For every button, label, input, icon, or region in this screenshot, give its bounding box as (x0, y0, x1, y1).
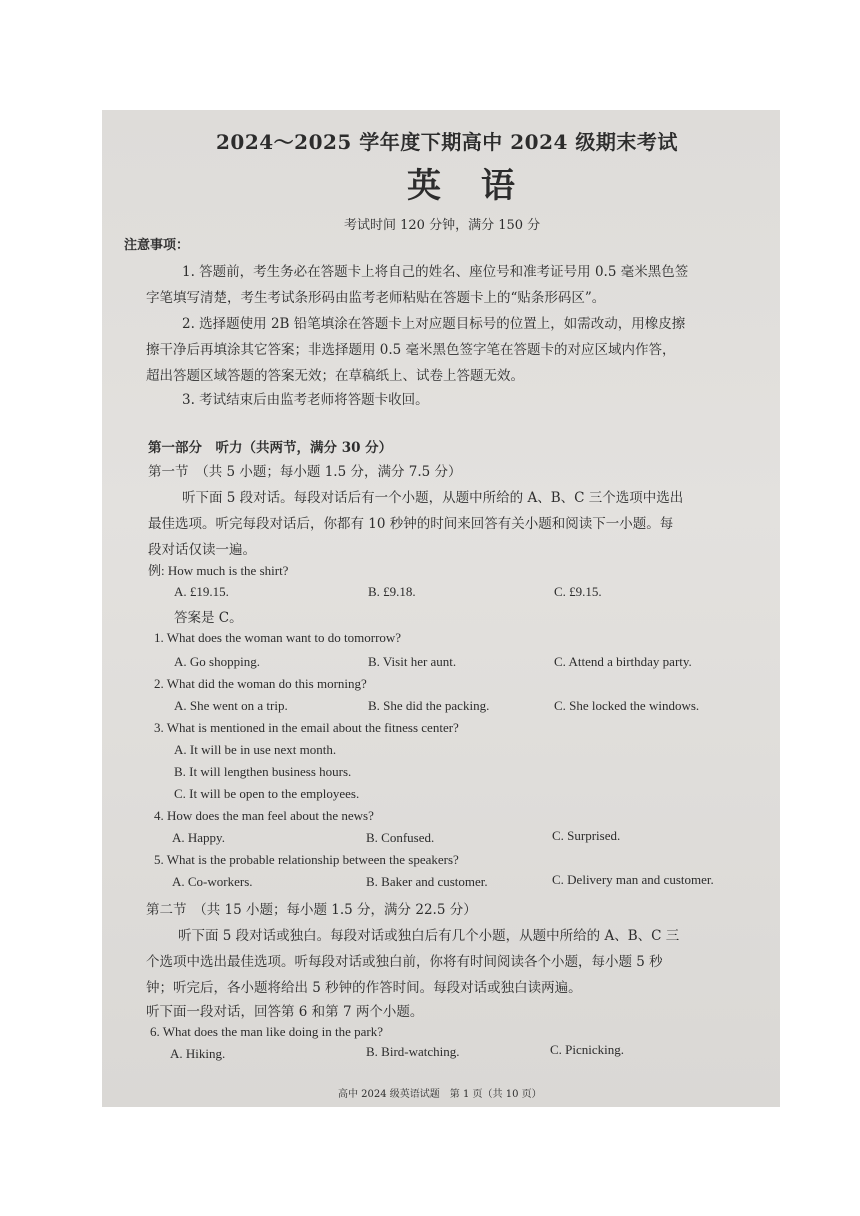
option: C. It will be open to the employees. (174, 786, 360, 801)
question-3: 3. What is mentioned in the email about the fitness center? (154, 720, 459, 735)
option: C. Picnicking. (550, 1042, 625, 1057)
section2-sub-instruction: 听下面一段对话，回答第 6 和第 7 两个小题。 (146, 1004, 424, 1020)
page-footer: 高中 2024 级英语试题 第 1 页（共 10 页） (338, 1089, 542, 1100)
question-1: 1. What does the woman want to do tomorrow? (154, 630, 402, 645)
section1-instruction: 听下面 5 段对话。每段对话后有一个小题，从题中所给的 A、B、C 三个选项中选出 (182, 490, 684, 506)
section2-heading: 第二节 （共 15 小题；每小题 1.5 分，满分 22.5 分） (146, 902, 477, 918)
option: B. Visit her aunt. (368, 654, 457, 669)
exam-title: 2024～2025 学年度下期高中 2024 级期末考试 (216, 130, 678, 154)
option: C. Delivery man and customer. (552, 872, 714, 887)
notice-line: 超出答题区域答题的答案无效；在草稿纸上、试卷上答题无效。 (146, 368, 524, 384)
question-5: 5. What is the probable relationship between the speakers? (154, 852, 459, 867)
question-6: 6. What does the man like doing in the park? (150, 1024, 383, 1039)
section2-instruction: 个选项中选出最佳选项。听每段对话或独白前，你将有时间阅读各个小题，每小题 5 秒 (146, 954, 663, 970)
option: A. Co-workers. (172, 874, 253, 889)
notice-line: 字笔填写清楚，考生考试条形码由监考老师粘贴在答题卡上的“贴条形码区”。 (146, 290, 606, 306)
option: A. Happy. (172, 830, 225, 845)
exam-info: 考试时间 120 分钟，满分 150 分 (344, 218, 541, 233)
section1-instruction: 段对话仅读一遍。 (148, 542, 256, 558)
option: A. Go shopping. (174, 654, 260, 669)
option: B. Bird-watching. (366, 1044, 460, 1059)
option: A. It will be in use next month. (174, 742, 337, 757)
section1-instruction: 最佳选项。听完每段对话后，你都有 10 秒钟的时间来回答有关小题和阅读下一小题。每 (148, 516, 674, 532)
example-option: A. £19.15. (174, 584, 229, 599)
question-4: 4. How does the man feel about the news? (154, 808, 374, 823)
option: A. She went on a trip. (174, 698, 288, 713)
notice-line: 擦干净后再填涂其它答案；非选择题用 0.5 毫米黑色签字笔在答题卡的对应区域内作答， (146, 342, 676, 358)
option: C. Attend a birthday party. (554, 654, 692, 669)
section2-instruction: 听下面 5 段对话或独白。每段对话或独白后有几个小题，从题中所给的 A、B、C 三 (178, 928, 680, 944)
section1-heading: 第一节 （共 5 小题；每小题 1.5 分，满分 7.5 分） (148, 464, 462, 480)
notice-heading: 注意事项： (124, 238, 190, 253)
example-option: C. £9.15. (554, 584, 602, 599)
question-2: 2. What did the woman do this morning? (154, 676, 367, 691)
subject-title: 英 语 (407, 166, 529, 206)
option: A. Hiking. (170, 1046, 226, 1061)
example-option: B. £9.18. (368, 584, 416, 599)
option: B. Baker and customer. (366, 874, 488, 889)
part1-heading: 第一部分 听力（共两节，满分 30 分） (148, 440, 393, 456)
example-question: 例: How much is the shirt? (148, 563, 289, 578)
notice-line: 3. 考试结束后由监考老师将答题卡收回。 (182, 392, 429, 408)
section2-instruction: 钟；听完后，各小题将给出 5 秒钟的作答时间。每段对话或独白读两遍。 (146, 980, 582, 996)
notice-line: 2. 选择题使用 2B 铅笔填涂在答题卡上对应题目标号的位置上，如需改动，用橡皮擦 (182, 316, 686, 332)
option: C. Surprised. (552, 828, 621, 843)
option: B. It will lengthen business hours. (174, 764, 352, 779)
example-answer: 答案是 C。 (174, 610, 243, 626)
exam-page (102, 110, 780, 1107)
option: B. She did the packing. (368, 698, 490, 713)
option: C. She locked the windows. (554, 698, 700, 713)
option: B. Confused. (366, 830, 435, 845)
notice-line: 1. 答题前，考生务必在答题卡上将自己的姓名、座位号和准考证号用 0.5 毫米黑色签 (182, 264, 689, 280)
